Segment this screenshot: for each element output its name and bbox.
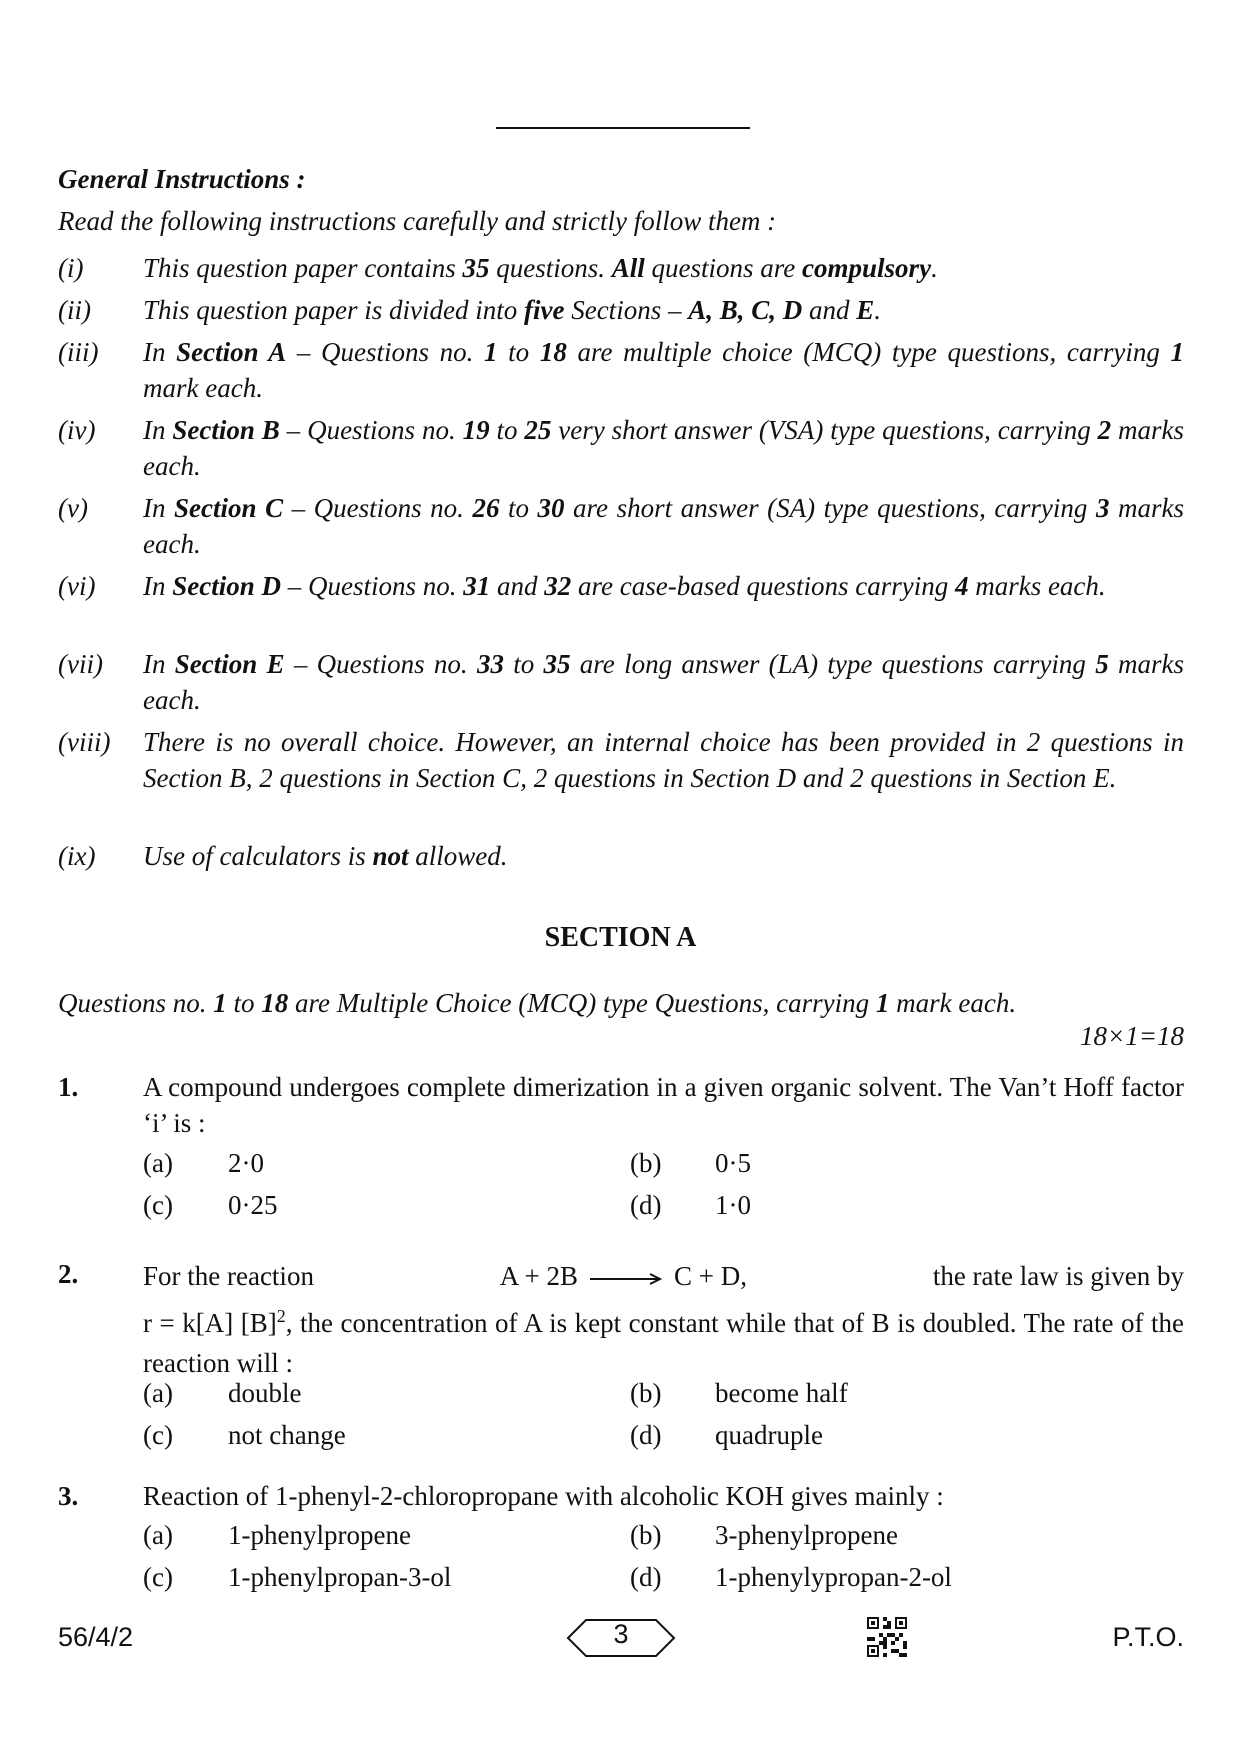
reaction-arrow-icon: [588, 1270, 664, 1288]
instruction-number: (v): [58, 493, 88, 523]
paper-code: 56/4/2: [58, 1622, 134, 1652]
question-3: [58, 1478, 1184, 1514]
instruction-number: (iv): [58, 415, 96, 445]
instruction-number: (viii): [58, 727, 111, 757]
instruction-ii: (ii) This question paper is divided into five Sections – A, B, C, D and E.: [58, 292, 1184, 328]
question-2: 2. For the reaction A + 2B C + D, the rate law is given by r = k[A] $[B]^2$, the concentration of A is kept constant while that of B is doubled. The rate of the reaction will :: [58, 1256, 1184, 1383]
instruction-vi: (vi) In Section D – Questions no. 31 and 32 are case-based questions carrying 4 marks each.: [58, 568, 1184, 604]
reaction-equation: A + 2B C + D,: [499, 1261, 747, 1291]
instruction-number: (ii): [58, 295, 91, 325]
rate-law: r = k[A] [B]: [143, 1308, 277, 1338]
instruction-number: (iii): [58, 337, 99, 367]
instruction-v: (v) In Section C – Questions no. 26 to 30 are short answer (SA) type questions, carrying 3 marks each.: [58, 490, 1184, 562]
question-number: 2.: [58, 1259, 79, 1289]
question-text: A compound undergoes complete dimerization in a given organic solvent. The Van’t Hoff factor ‘i’ is :: [143, 1072, 1184, 1138]
section-marks: 18×1=18: [1080, 1021, 1184, 1051]
pto-label: P.T.O.: [1112, 1622, 1184, 1652]
question-number: 3.: [58, 1481, 79, 1511]
instructions-intro: Read the following instructions carefully and strictly follow them :: [58, 206, 777, 236]
top-rule: [496, 127, 750, 129]
section-heading: SECTION A: [544, 922, 697, 953]
instruction-number: (i): [58, 253, 84, 283]
instructions-title: General Instructions :: [58, 164, 306, 194]
question-text: Reaction of 1-phenyl-2-chloropropane with alcoholic KOH gives mainly :: [143, 1481, 944, 1511]
instruction-number: (vi): [58, 571, 96, 601]
section-description: Questions no. 1 to 18 are Multiple Choice (MCQ) type Questions, carrying 1 mark each.: [58, 988, 1017, 1018]
instruction-number: (ix): [58, 841, 96, 871]
instruction-viii: (viii) There is no overall choice. However, an internal choice has been provided in 2 questions in Section B, 2 questions in Section C, 2 questions in Section D and 2 questions in Section E.: [58, 724, 1184, 796]
qr-code-icon: [867, 1617, 907, 1657]
question-number: 1.: [58, 1072, 79, 1102]
instruction-vii: (vii) In Section E – Questions no. 33 to 35 are long answer (LA) type questions carrying 5 marks each.: [58, 646, 1184, 718]
instruction-i: (i) This question paper contains 35 questions. All questions are compulsory.: [58, 250, 1184, 286]
instruction-number: (vii): [58, 649, 103, 679]
question-1: [58, 1069, 1184, 1141]
instruction-iv: (iv) In Section B – Questions no. 19 to 25 very short answer (VSA) type questions, carrying 2 marks each.: [58, 412, 1184, 484]
instruction-ix: (ix) Use of calculators is not allowed.: [58, 838, 1184, 874]
instruction-iii: (iii) In Section A – Questions no. 1 to 18 are multiple choice (MCQ) type questions, carrying 1 mark each.: [58, 334, 1184, 406]
page-number: 3: [613, 1619, 629, 1649]
